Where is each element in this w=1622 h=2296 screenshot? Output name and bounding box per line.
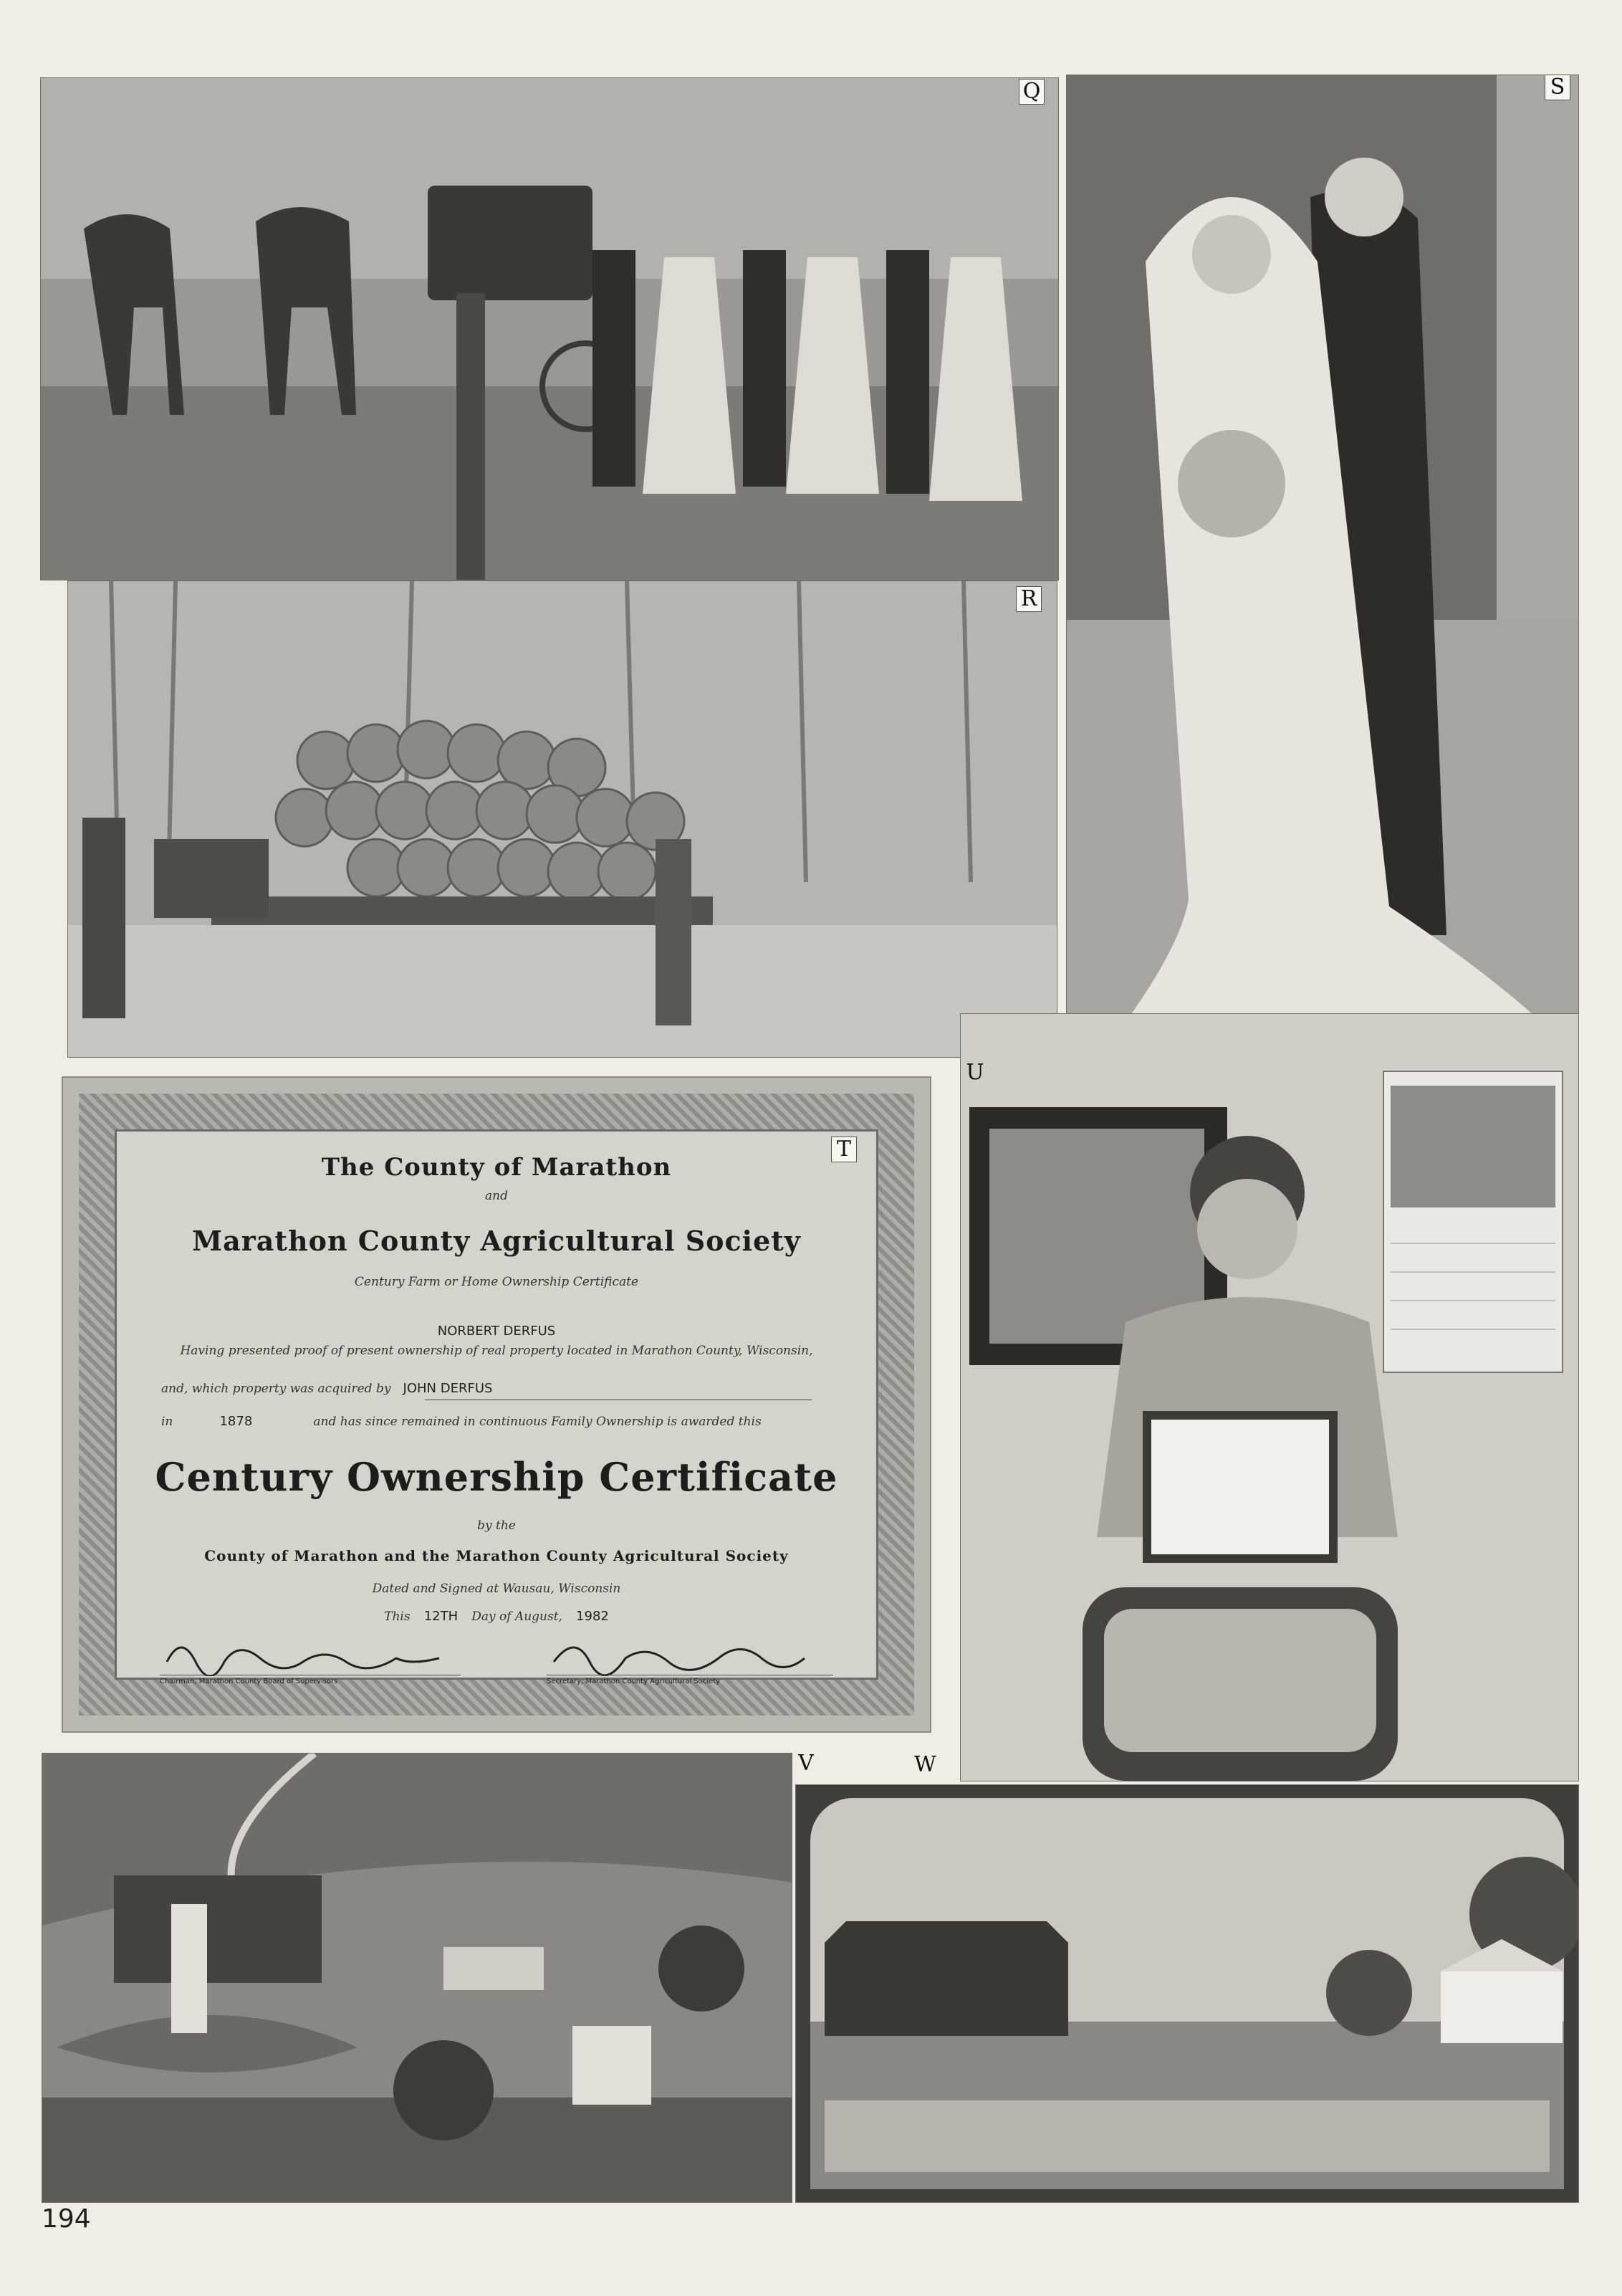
photo-w-label: W xyxy=(914,1752,936,1777)
certificate-line-3 xyxy=(161,1414,835,1429)
certificate-line-1: Having presented proof of present ownership of real property located in Marathon County, Wisconsin, xyxy=(180,1344,813,1358)
certificate-year-acquired: 1878 xyxy=(219,1414,253,1429)
certificate-by-the: by the xyxy=(477,1518,516,1533)
certificate-line-3-prefix: in xyxy=(161,1415,173,1429)
certificate-acquired-by: JOHN DERFUS xyxy=(403,1381,493,1396)
certificate-year-signed: 1982 xyxy=(576,1609,609,1624)
photo-r-log-wagon xyxy=(67,580,1057,1058)
photo-t-label: T xyxy=(831,1137,857,1162)
certificate-heading-county: The County of Marathon xyxy=(321,1153,672,1182)
photo-u-man-with-certificate xyxy=(960,1013,1579,1781)
certificate-line-3-suffix: and has since remained in continuous Family Ownership is awarded this xyxy=(313,1415,762,1429)
certificate-dated: Dated and Signed at Wausau, Wisconsin xyxy=(372,1582,621,1596)
certificate-day: 12TH xyxy=(423,1609,459,1624)
chairman-signature xyxy=(160,1633,461,1676)
certificate-date-line xyxy=(117,1609,876,1624)
certificate-line-2-prefix: and, which property was acquired by xyxy=(161,1382,391,1396)
certificate-line-2 xyxy=(161,1381,835,1396)
photo-v-aerial-farm xyxy=(42,1753,792,2203)
certificate-this: This xyxy=(384,1609,411,1624)
photo-w-farmstead xyxy=(795,1784,1579,2203)
certificate-heading-society: Marathon County Agricultural Society xyxy=(192,1225,801,1257)
certificate-issuer: County of Marathon and the Marathon County Agricultural Society xyxy=(204,1547,789,1564)
secretary-caption: Secretary, Marathon County Agricultural Society xyxy=(547,1678,721,1685)
page-number: 194 xyxy=(42,2204,91,2234)
certificate-title: Century Ownership Certificate xyxy=(155,1454,838,1500)
photo-q-label: Q xyxy=(1019,79,1045,105)
chairman-caption: Chairman, Marathon County Board of Supervisors xyxy=(160,1678,338,1685)
photo-u-label: U xyxy=(966,1060,984,1085)
photo-t-certificate xyxy=(62,1076,931,1733)
certificate-owner-name: NORBERT DERFUS xyxy=(437,1324,556,1339)
photo-r-label: R xyxy=(1016,586,1042,612)
certificate-subtitle: Century Farm or Home Ownership Certificate xyxy=(354,1275,639,1289)
certificate-and: and xyxy=(485,1189,508,1203)
secretary-signature xyxy=(547,1633,833,1676)
certificate-day-of: Day of August, xyxy=(471,1609,562,1624)
photo-v-label: V xyxy=(798,1751,814,1776)
photo-s-bride-and-groom xyxy=(1066,75,1579,1015)
certificate-body xyxy=(115,1129,878,1685)
photo-q-wedding-party xyxy=(40,77,1059,580)
photo-s-label: S xyxy=(1545,75,1570,100)
